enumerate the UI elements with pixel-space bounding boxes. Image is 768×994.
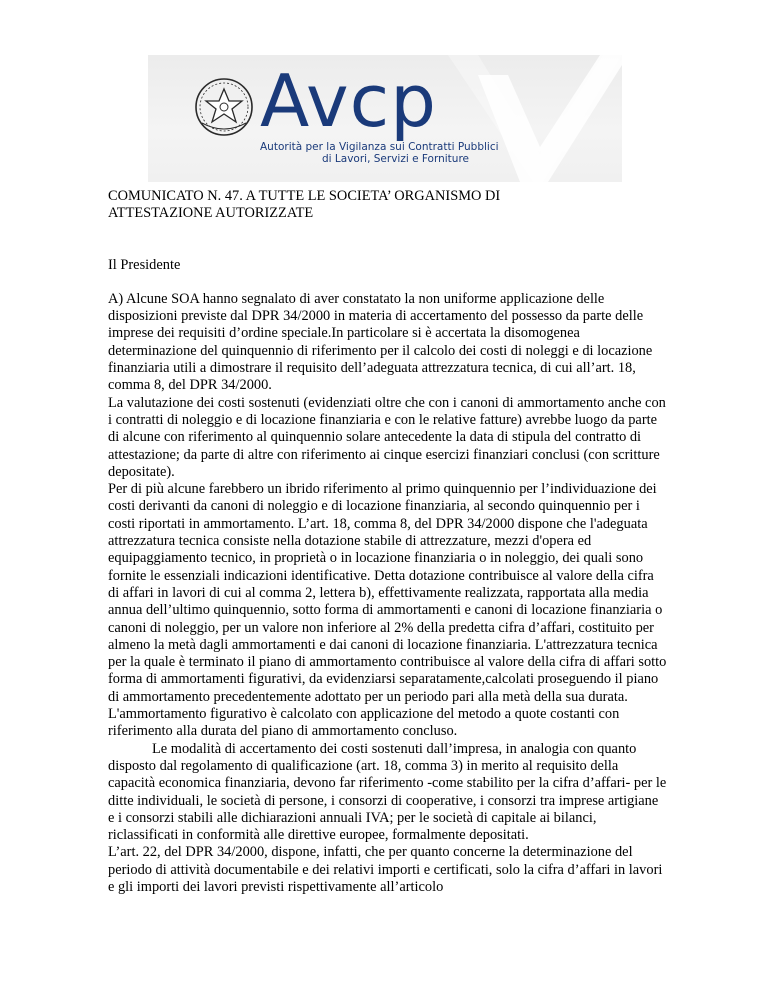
signatory: Il Presidente (108, 256, 181, 273)
paragraph: Le modalità di accertamento dei costi sostenuti dall’impresa, in analogia con quanto disposto dal regolamento di qualificazione (art. 18, comma 3) in merito al requisito della capacità economica finanziaria, devono far riferimento -come stabilito per la cifra d’affari- per le ditte individuali, le società di persone, i consorzi di cooperative, i consorzi tra imprese artigiane e i consorzi stabili alle dichiarazioni annuali IVA; per le società di capitale ai bilanci, riclassificati in conformità alle direttive europee, formalmente depositati. (108, 740, 667, 844)
paragraph: A) Alcune SOA hanno segnalato di aver constatato la non uniforme applicazione delle disposizioni previste dal DPR 34/2000 in materia di accertamento del possesso da parte delle imprese dei requisiti d’ordine speciale.In particolare si è accertata la disomogenea determinazione del quinquennio di riferimento per il calcolo dei costi di noleggi e di locazione finanziaria utili a dimostrare il requisito dell’adeguata attrezzatura tecnica, di cui all’art. 18, comma 8, del DPR 34/2000. (108, 290, 653, 394)
paragraph: Per di più alcune farebbero un ibrido riferimento al primo quinquennio per l’individuazione dei costi derivanti da canoni di noleggio e di locazione finanziaria, al secondo quinquennio per i costi riportati in ammortamento. L’art. 18, comma 8, del DPR 34/2000 dispone che l'adeguata attrezzatura tecnica consiste nella dotazione stabile di attrezzature, mezzi d'opera ed equipaggiamento tecnico, in proprietà o in locazione finanziaria o in noleggio, dei quali sono fornite le essenziali indicazioni identificative. Detta dotazione contribuisce al valore della cifra di affari in lavori di cui al comma 2, lettera b), effettivamente realizzata, rapportata alla media annua dell’ultimo quinquennio, sotto forma di ammortamenti e canoni di locazione finanziaria o canoni di noleggio, per un valore non inferiore al 2% della predetta cifra d’affari, costituito per almeno la metà dagli ammortamenti e dai canoni di locazione finanziaria. L'attrezzatura tecnica per la quale è terminato il piano di ammortamento contribuisce al valore della cifra di affari sotto forma di ammortamenti figurativi, da evidenziarsi separatamente,calcolati proseguendo il piano di ammortamento precedentemente adottato per un periodo pari alla metà della sua durata. L'ammortamento figurativo è calcolato con applicazione del metodo a quote costanti con riferimento alla durata del piano di ammortamento concluso. (108, 481, 667, 740)
document-title-line2: ATTESTAZIONE AUTORIZZATE (108, 205, 314, 222)
italian-republic-emblem (196, 79, 252, 135)
letterhead-banner (148, 55, 622, 182)
logo-tagline-line1: Autorità per la Vigilanza sui Contratti Pubblici (260, 141, 499, 153)
logo-wordmark: Avcp (260, 59, 437, 143)
document-body (108, 188, 668, 896)
document-title-line1: COMUNICATO N. 47. A TUTTE LE SOCIETA’ ORGANISMO DI (108, 188, 501, 204)
paragraph: L’art. 22, del DPR 34/2000, dispone, infatti, che per quanto concerne la determinazione del periodo di attività documentabile e dei relativi importi e certificati, solo la cifra d’affari in lavori e gli importi dei lavori previsti rispettivamente all’articolo (108, 844, 663, 895)
paragraph: La valutazione dei costi sostenuti (evidenziati oltre che con i canoni di ammortamento anche con i contratti di noleggio e di locazione finanziaria e con le relative fatture) avrebbe luogo da parte di alcune con riferimento al quinquennio solare antecedente la data di stipula del contratto di attestazione; da parte di altre con riferimento ai cinque esercizi finanziari conclusi (con scritture depositate). (108, 394, 666, 480)
logo-tagline-line2: di Lavori, Servizi e Forniture (322, 153, 469, 165)
